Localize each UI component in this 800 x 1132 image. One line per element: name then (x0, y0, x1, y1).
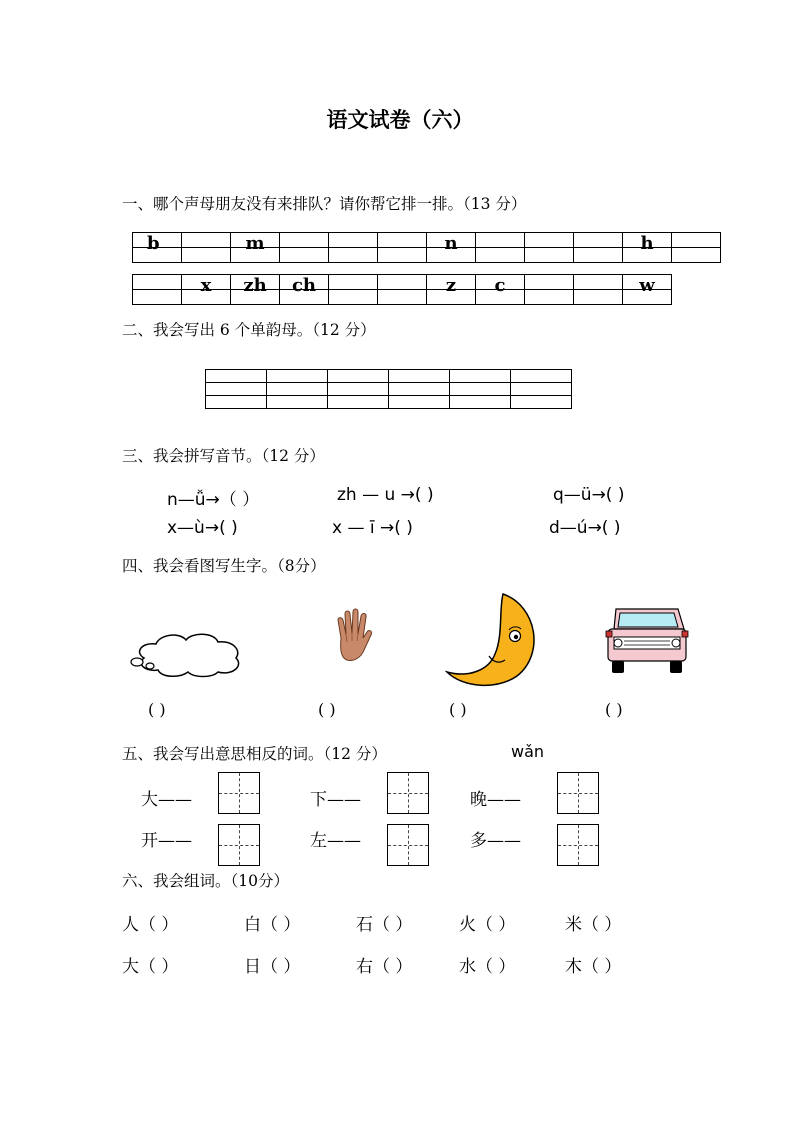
section-2-heading: 二、我会写出 6 个单韵母。（12 分） (122, 321, 376, 339)
grid-cell[interactable] (280, 233, 329, 248)
antonym-prompt: 下—— (310, 790, 361, 810)
cell-letter: n (444, 233, 458, 254)
grid-cell[interactable] (378, 233, 427, 248)
cell-letter: b (147, 233, 160, 254)
syllable-item[interactable]: q—ü→( ) (553, 485, 625, 505)
syllable-item[interactable]: x—ù→( ) (167, 518, 238, 538)
syllable-item[interactable]: x — ī →( ) (332, 518, 413, 538)
grid-cell[interactable] (329, 233, 378, 248)
grid-cell[interactable] (182, 233, 231, 248)
answer-blank[interactable]: ( ) (449, 700, 467, 719)
section-4-heading: 四、我会看图写生字。（8分） (122, 557, 326, 575)
syllable-item[interactable]: n—ǚ→（ ） (167, 490, 260, 510)
word-item[interactable]: 大（ ） (122, 957, 179, 977)
answer-blank[interactable]: ( ) (318, 700, 336, 719)
cell-letter: zh (243, 275, 267, 296)
syllable-item[interactable]: zh — u →( ) (337, 485, 434, 505)
grid-cell[interactable] (476, 233, 525, 248)
answer-blank[interactable]: ( ) (605, 700, 623, 719)
grid-cell[interactable] (133, 275, 182, 290)
cloud-icon (128, 632, 244, 678)
antonym-prompt: 多—— (470, 831, 521, 851)
word-item[interactable]: 水（ ） (459, 957, 516, 977)
grid-cell[interactable] (182, 275, 231, 296)
antonym-prompt: 大—— (141, 790, 192, 810)
cell-letter: c (494, 275, 506, 296)
cell-letter: h (640, 233, 654, 254)
syllable-item[interactable]: d—ú→( ) (549, 518, 621, 538)
grid-cell[interactable] (476, 275, 525, 296)
page-title: 语文试卷（六） (326, 107, 474, 132)
grid-cell[interactable] (133, 233, 182, 254)
antonym-prompt: 晚—— (470, 790, 521, 810)
writing-box[interactable] (218, 824, 260, 866)
cell-letter: m (245, 233, 265, 254)
antonym-prompt: 左—— (310, 831, 361, 851)
grid-cell[interactable] (427, 233, 476, 254)
cell-letter: z (445, 275, 457, 296)
antonym-prompt: 开—— (141, 831, 192, 851)
grid-cell[interactable] (231, 233, 280, 254)
grid-cell[interactable] (525, 275, 574, 290)
writing-box[interactable] (218, 772, 260, 814)
word-item[interactable]: 火（ ） (459, 915, 516, 935)
grid-cell[interactable] (574, 233, 623, 248)
grid-cell[interactable] (623, 275, 672, 296)
cell-letter: w (639, 275, 655, 296)
word-item[interactable]: 石（ ） (356, 915, 413, 935)
cell-letter: ch (291, 275, 317, 296)
consonant-grid-row1 (132, 232, 721, 263)
grid-cell[interactable] (623, 233, 672, 254)
word-item[interactable]: 右（ ） (356, 957, 413, 977)
word-item[interactable]: 米（ ） (565, 915, 622, 935)
writing-box[interactable] (557, 824, 599, 866)
writing-box[interactable] (387, 772, 429, 814)
grid-cell[interactable] (280, 275, 329, 296)
section-6-heading: 六、我会组词。（10分） (122, 872, 289, 890)
section-5-heading: 五、我会写出意思相反的词。（12 分） (122, 745, 387, 763)
grid-cell[interactable] (672, 233, 721, 248)
grid-cell[interactable] (427, 275, 476, 296)
grid-cell[interactable] (525, 233, 574, 248)
consonant-grid-row2 (132, 274, 672, 305)
pinyin-hint: wǎn (511, 742, 545, 761)
answer-blank[interactable]: ( ) (148, 700, 166, 719)
moon-icon (445, 592, 539, 688)
car-icon (604, 603, 690, 675)
grid-cell[interactable] (231, 275, 280, 296)
grid-cell[interactable] (378, 275, 427, 290)
word-item[interactable]: 日（ ） (244, 957, 301, 977)
grid-cell[interactable] (574, 275, 623, 290)
cell-letter: x (200, 275, 212, 296)
section-3-heading: 三、我会拼写音节。（12 分） (122, 447, 325, 465)
writing-box[interactable] (557, 772, 599, 814)
word-item[interactable]: 木（ ） (565, 957, 622, 977)
grid-cell[interactable] (329, 275, 378, 290)
vowel-writing-grid[interactable] (205, 369, 572, 409)
section-1-heading: 一、哪个声母朋友没有来排队？请你帮它排一排。（13 分） (122, 195, 527, 213)
hand-icon (333, 608, 373, 664)
word-item[interactable]: 白（ ） (244, 915, 301, 935)
word-item[interactable]: 人（ ） (122, 915, 179, 935)
writing-box[interactable] (387, 824, 429, 866)
